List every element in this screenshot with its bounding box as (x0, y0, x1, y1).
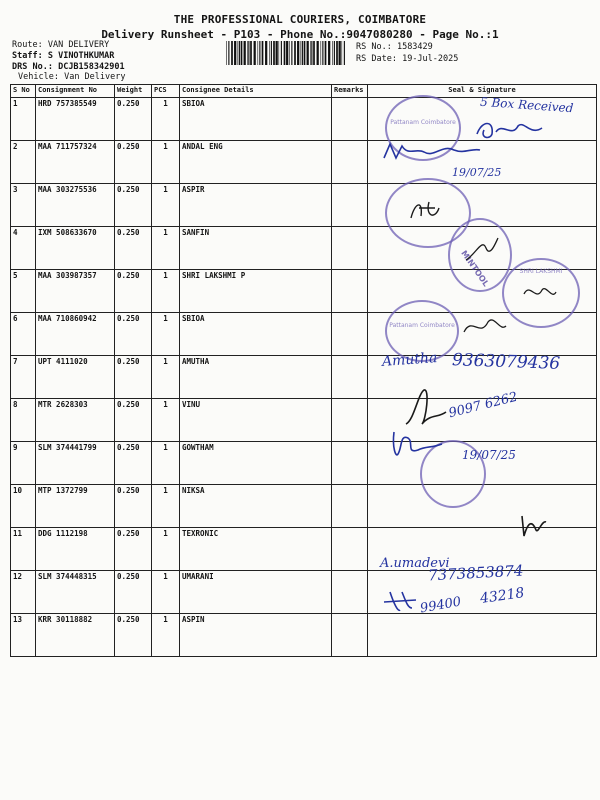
vehicle-line: Vehicle: Van Delivery (18, 72, 126, 82)
mintool-stamp-icon: MINTOOL (448, 218, 512, 292)
cell-pcs: 1 (152, 227, 180, 270)
cell-remarks (332, 227, 368, 270)
col-weight: Weight (115, 85, 152, 98)
row11-signature-icon (516, 512, 552, 542)
cell-sno: 4 (11, 227, 36, 270)
col-consignee: Consignee Details (180, 85, 332, 98)
col-sno: S No (11, 85, 36, 98)
cell-pcs: 1 (152, 141, 180, 184)
cell-remarks (332, 399, 368, 442)
cell-consignment: KRR 30118882 (36, 614, 115, 657)
cell-weight: 0.250 (115, 356, 152, 399)
table-header-row (11, 85, 597, 98)
cell-consignee: ANDAL ENG (180, 141, 332, 184)
col-remarks: Remarks (332, 85, 368, 98)
row9-signature-icon (388, 424, 448, 464)
staff-value: S VINOTHKUMAR (47, 51, 115, 61)
cell-consignment: SLM 374441799 (36, 442, 115, 485)
cell-pcs: 1 (152, 356, 180, 399)
cell-consignee: SHRI LAKSHMI P (180, 270, 332, 313)
row7-handwritten-phone: 9363079436 (451, 350, 561, 374)
cell-pcs: 1 (152, 485, 180, 528)
vehicle-value: Van Delivery (64, 72, 126, 82)
row3-handwritten-date: 19/07/25 (452, 166, 502, 179)
cell-consignment: DDG 1112198 (36, 528, 115, 571)
cell-consignment: SLM 374448315 (36, 571, 115, 614)
cell-remarks (332, 356, 368, 399)
cell-consignee: UMARANI (180, 571, 332, 614)
cell-weight: 0.250 (115, 227, 152, 270)
cell-weight: 0.250 (115, 270, 152, 313)
cell-weight: 0.250 (115, 442, 152, 485)
cell-pcs: 1 (152, 98, 180, 141)
row13-handwritten-phone-b: 43218 (479, 584, 526, 608)
cell-sno: 11 (11, 528, 36, 571)
cell-pcs: 1 (152, 313, 180, 356)
row7-handwritten-name: Amutha (381, 350, 438, 370)
cell-consignment: MAA 710860942 (36, 313, 115, 356)
cell-remarks (332, 313, 368, 356)
route-value: VAN DELIVERY (47, 40, 110, 50)
drs-line: DRS No.: DCJB158342901 (12, 62, 125, 72)
company-title: THE PROFESSIONAL COURIERS, COIMBATORE (173, 13, 427, 26)
cell-sno: 9 (11, 442, 36, 485)
cell-consignee: ASPIN (180, 614, 332, 657)
cell-consignment: MTR 2628303 (36, 399, 115, 442)
cell-pcs: 1 (152, 442, 180, 485)
cell-sno: 13 (11, 614, 36, 657)
cell-weight: 0.250 (115, 571, 152, 614)
cell-pcs: 1 (152, 184, 180, 227)
col-consignment: Consignment No (36, 85, 115, 98)
cell-pcs: 1 (152, 270, 180, 313)
cell-sno: 6 (11, 313, 36, 356)
row4-signature-icon (462, 234, 502, 264)
cell-consignee: TEXRONIC (180, 528, 332, 571)
rs-date-value: 19-Jul-2025 (402, 54, 459, 64)
cell-consignment: MAA 711757324 (36, 141, 115, 184)
cell-sno: 10 (11, 485, 36, 528)
cell-remarks (332, 528, 368, 571)
row9-handwritten-date: 19/07/25 (462, 448, 516, 462)
row6-signature-icon (460, 312, 510, 340)
cell-sno: 3 (11, 184, 36, 227)
cell-remarks (332, 141, 368, 184)
sbioa-stamp-2-icon: Pattanam Coimbatore (385, 300, 459, 362)
row2-signature-icon (380, 138, 490, 166)
rs-no-value: 1583429 (396, 42, 433, 52)
cell-consignee: SBIOA (180, 313, 332, 356)
cell-pcs: 1 (152, 571, 180, 614)
lakshmi-stamp-icon: SHRI LAKSHMI (502, 258, 580, 328)
cell-weight: 0.250 (115, 313, 152, 356)
cell-consignee: VINU (180, 399, 332, 442)
cell-remarks (332, 485, 368, 528)
cell-remarks (332, 98, 368, 141)
barcode-icon (226, 41, 348, 65)
col-pcs: PCS (152, 85, 180, 98)
row13-signature-icon (380, 588, 420, 614)
sbioa-stamp-icon: Pattanam Coimbatore (385, 95, 461, 161)
cell-consignee: AMUTHA (180, 356, 332, 399)
cell-consignment: IXM 508633670 (36, 227, 115, 270)
cell-sno: 2 (11, 141, 36, 184)
row5-signature-icon (520, 280, 560, 304)
cell-pcs: 1 (152, 528, 180, 571)
cell-consignment: HRD 757385549 (36, 98, 115, 141)
cell-sno: 8 (11, 399, 36, 442)
row12-handwritten-phone: 7373853874 (427, 561, 524, 585)
route-line: Route: VAN DELIVERY (12, 40, 110, 50)
cell-consignee: GOWTHAM (180, 442, 332, 485)
cell-seal (368, 485, 597, 528)
cell-sno: 1 (11, 98, 36, 141)
cell-remarks (332, 571, 368, 614)
cell-consignee: NIKSA (180, 485, 332, 528)
cell-pcs: 1 (152, 614, 180, 657)
cell-weight: 0.250 (115, 485, 152, 528)
rs-no-line: RS No.: 1583429 (356, 42, 433, 52)
cell-weight: 0.250 (115, 528, 152, 571)
col-seal-signature: Seal & Signature (368, 85, 597, 98)
cell-consignee: ASPIR (180, 184, 332, 227)
cell-consignment: MAA 303987357 (36, 270, 115, 313)
cell-consignment: MTP 1372799 (36, 485, 115, 528)
cell-sno: 12 (11, 571, 36, 614)
table-row (11, 614, 597, 657)
cell-remarks (332, 614, 368, 657)
cell-remarks (332, 442, 368, 485)
cell-sno: 7 (11, 356, 36, 399)
cell-consignment: MAA 303275536 (36, 184, 115, 227)
cell-weight: 0.250 (115, 184, 152, 227)
row13-handwritten-phone-a: 99400 (419, 594, 463, 617)
cell-remarks (332, 184, 368, 227)
table-row (11, 141, 597, 184)
cell-remarks (332, 270, 368, 313)
cell-seal (368, 614, 597, 657)
cell-weight: 0.250 (115, 98, 152, 141)
row12-handwritten-name: A.umadevi (380, 556, 450, 571)
rs-date-line: RS Date: 19-Jul-2025 (356, 54, 459, 64)
cell-weight: 0.250 (115, 141, 152, 184)
cell-sno: 5 (11, 270, 36, 313)
runsheet-title: Delivery Runsheet - P103 - Phone No.:9047080280 - Page No.:1 (101, 28, 499, 41)
cell-weight: 0.250 (115, 399, 152, 442)
row1-handwritten-note: 5 Box Received (479, 94, 574, 116)
cell-weight: 0.250 (115, 614, 152, 657)
row8-handwritten-phone: 9097 6262 (447, 389, 520, 422)
cell-consignee: SANFIN (180, 227, 332, 270)
cell-pcs: 1 (152, 399, 180, 442)
table-row (11, 184, 597, 227)
cell-consignment: UPT 4111020 (36, 356, 115, 399)
table-row (11, 485, 597, 528)
staff-line: Staff: S VINOTHKUMAR (12, 51, 115, 61)
row3-signature-icon (405, 196, 445, 224)
drs-value: DCJB158342901 (58, 62, 125, 72)
cell-consignee: SBIOA (180, 98, 332, 141)
